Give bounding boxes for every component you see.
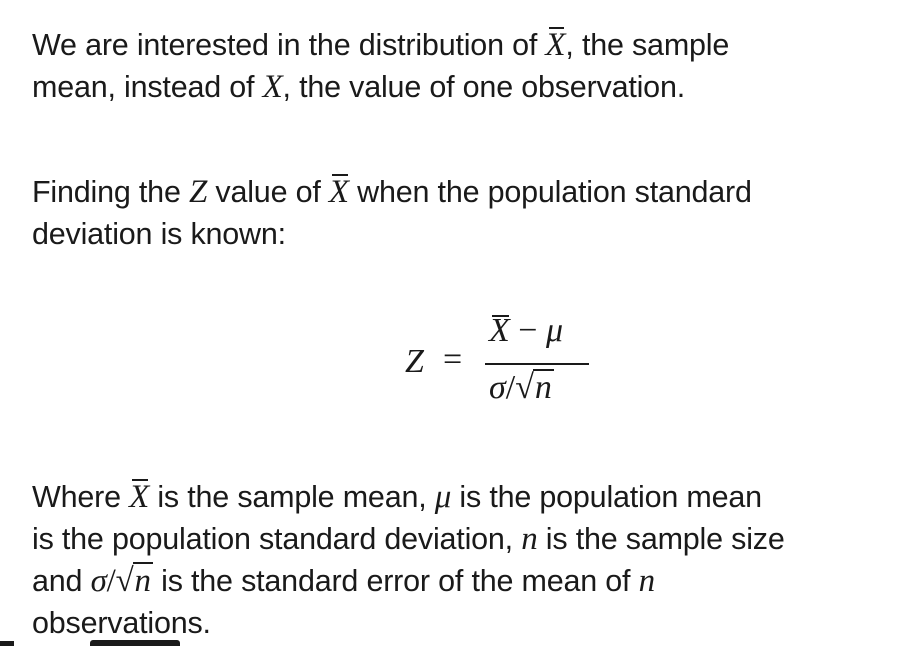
intro-line-2 (32, 66, 910, 108)
def-line-2 (32, 518, 910, 560)
text-span: Where (32, 480, 130, 514)
formula-z: Z (405, 343, 424, 380)
slash-symbol: / (106, 563, 116, 599)
n-symbol: n (521, 521, 538, 557)
formula-sqrt (515, 369, 554, 407)
text-span: Finding the (32, 175, 189, 209)
formula-numerator (489, 312, 563, 350)
formula-x-bar: X (489, 312, 510, 349)
z-line-1 (32, 171, 910, 213)
n-symbol: n (638, 563, 655, 599)
formula-sigma: σ (489, 369, 506, 406)
cropped-text-fragment (90, 640, 180, 646)
text-span: , the sample (565, 28, 730, 62)
x-symbol: X (262, 69, 283, 105)
text-span: is the population standard deviation, (32, 522, 522, 556)
def-line-3 (32, 560, 910, 602)
x-bar-symbol: X (329, 171, 349, 213)
sqrt-sign: √ (115, 563, 134, 599)
formula-mu: μ (545, 312, 564, 349)
text-span: when the population standard (348, 175, 752, 209)
intro-line-1 (32, 24, 910, 66)
text-span: is the sample mean, (149, 480, 435, 514)
text-span: We are interested in the distribution of (32, 28, 546, 62)
sqrt-n (116, 560, 153, 602)
sqrt-sign: √ (515, 369, 534, 406)
z-line-2: deviation is known: (32, 217, 286, 251)
text-span: value of (207, 175, 329, 209)
formula-denominator (489, 369, 554, 407)
definitions-paragraph (32, 476, 910, 644)
text-span: is the standard error of the mean of (152, 564, 639, 598)
intro-paragraph (32, 24, 910, 108)
formula-equals: = (443, 341, 463, 378)
text-span: , the value of one observation. (282, 70, 685, 104)
n-symbol: n (134, 563, 151, 599)
text-span: is the sample size (537, 522, 785, 556)
formula-slash: / (505, 369, 516, 406)
sigma-symbol: σ (90, 563, 107, 599)
cropped-text-fragment (0, 641, 14, 646)
text-span: mean, instead of (32, 70, 263, 104)
fraction-bar (485, 363, 589, 365)
mu-symbol: μ (434, 479, 452, 515)
formula-minus: − (509, 312, 546, 349)
def-line-4: observations. (32, 606, 211, 640)
x-bar-symbol: X (129, 476, 149, 518)
z-value-paragraph (32, 171, 910, 255)
z-formula (405, 310, 625, 420)
text-span: and (32, 564, 91, 598)
def-line-1 (32, 476, 910, 518)
formula-n: n (534, 369, 552, 406)
x-bar-symbol: X (545, 24, 565, 66)
z-symbol: Z (188, 174, 208, 210)
text-span: is the population mean (451, 480, 762, 514)
